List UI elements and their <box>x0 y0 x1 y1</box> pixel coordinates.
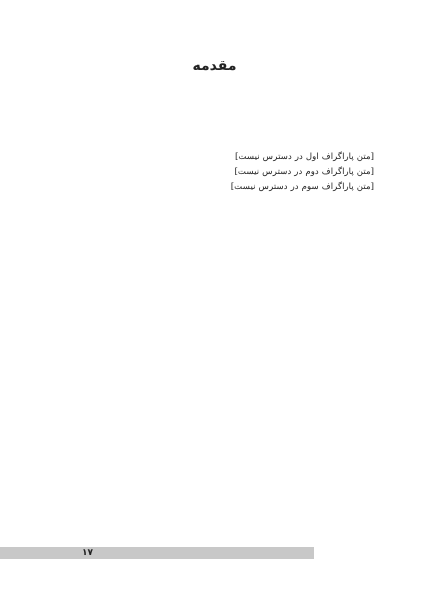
page-title: مقدمه <box>192 58 237 74</box>
page-number: ۱۷ <box>82 548 93 558</box>
footer-bar <box>0 547 314 559</box>
body-text <box>86 150 374 538</box>
paragraph-1: [متن پاراگراف اول در دسترس نیست] <box>235 152 374 162</box>
paragraph-2: [متن پاراگراف دوم در دسترس نیست] <box>234 167 374 178</box>
paragraph-3: [متن پاراگراف سوم در دسترس نیست] <box>230 182 374 193</box>
